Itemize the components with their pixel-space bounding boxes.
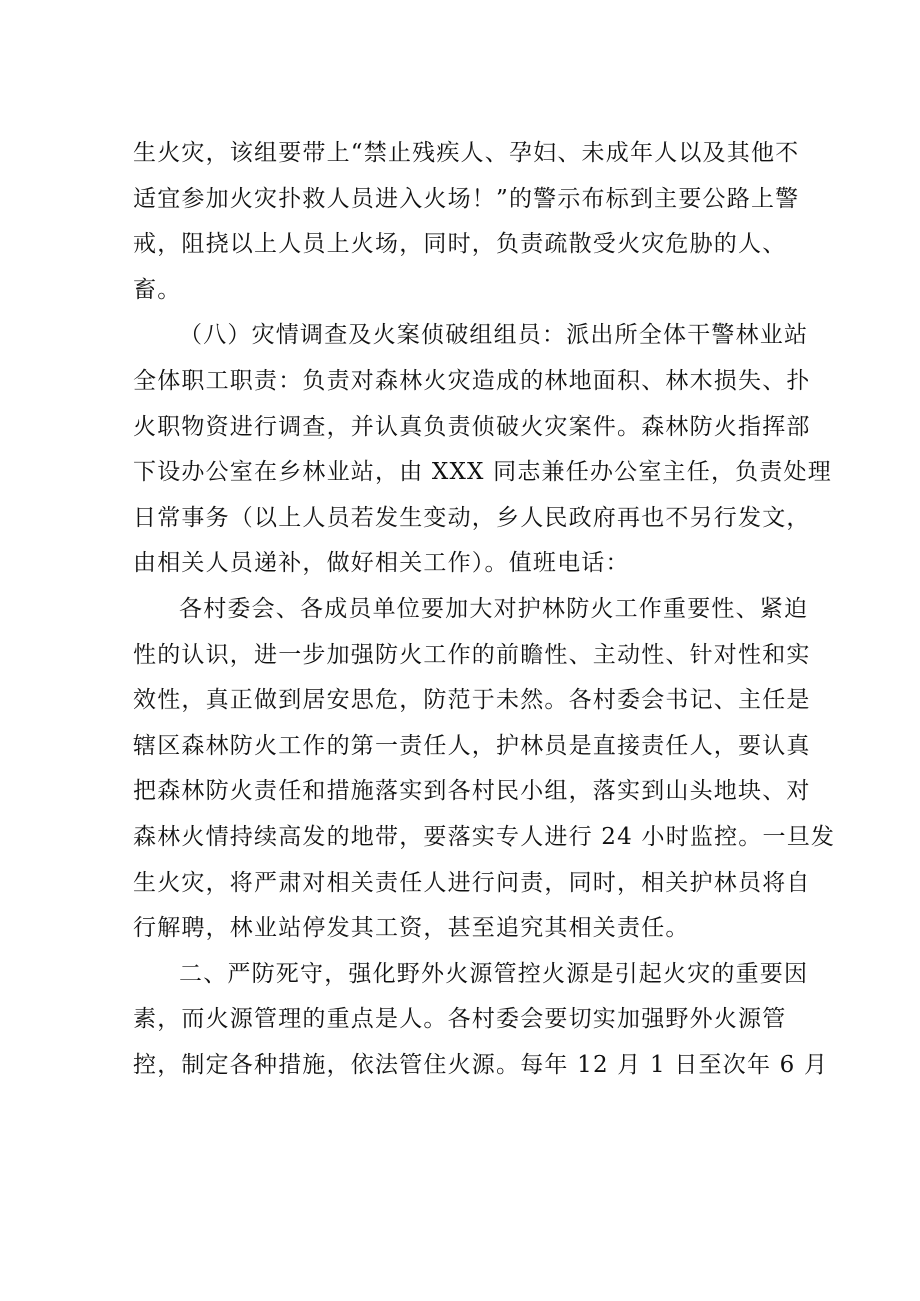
text-line: 效性，真正做到居安思危，防范于未然。各村委会书记、主任是	[133, 687, 811, 714]
text-line: 控，制定各种措施，依法管住火源。每年 12 月 1 日至次年 6 月	[133, 1051, 829, 1078]
text-line: 全体职工职责：负责对森林火灾造成的林地面积、林木损失、扑	[133, 367, 811, 394]
document-body	[133, 131, 836, 1088]
text-line: 由相关人员递补，做好相关工作）。值班电话：	[133, 550, 630, 577]
text-line: 生火灾，将严肃对相关责任人进行问责，同时，相关护林员将自	[133, 869, 811, 896]
text-line: 把森林防火责任和措施落实到各村民小组，落实到山头地块、对	[133, 778, 811, 805]
text-line: 火职物资进行调查，并认真负责侦破火灾案件。森林防火指挥部	[133, 413, 811, 440]
text-line: 戒，阻挠以上人员上火场，同时，负责疏散受火灾危胁的人、	[133, 231, 787, 258]
text-line: 素，而火源管理的重点是人。各村委会要切实加强野外火源管	[133, 1006, 787, 1033]
section-heading-line: 二、严防死守，强化野外火源管控火源是引起火灾的重要因	[179, 960, 809, 987]
text-line: 性的认识，进一步加强防火工作的前瞻性、主动性、针对性和实	[133, 641, 811, 668]
text-line: 日常事务（以上人员若发生变动，乡人民政府再也不另行发文，	[133, 504, 811, 531]
paragraph-first-line: 各村委会、各成员单位要加大对护林防火工作重要性、紧迫	[179, 595, 809, 622]
text-line: 下设办公室在乡林业站，由 XXX 同志兼任办公室主任，负责处理	[133, 459, 832, 486]
paragraph-first-line: （八）灾情调查及火案侦破组组员：派出所全体干警林业站	[179, 322, 809, 349]
text-line: 森林火情持续高发的地带，要落实专人进行 24 小时监控。一旦发	[133, 823, 836, 850]
text-line: 适宜参加火灾扑救人员进入火场！”的警示布标到主要公路上警	[133, 185, 800, 212]
text-line: 行解聘，林业站停发其工资，甚至追究其相关责任。	[133, 915, 690, 942]
text-line: 生火灾，该组要带上“禁止残疾人、孕妇、未成年人以及其他不	[133, 140, 800, 166]
text-line: 辖区森林防火工作的第一责任人，护林员是直接责任人，要认真	[133, 732, 811, 759]
text-line: 畜。	[133, 276, 182, 303]
